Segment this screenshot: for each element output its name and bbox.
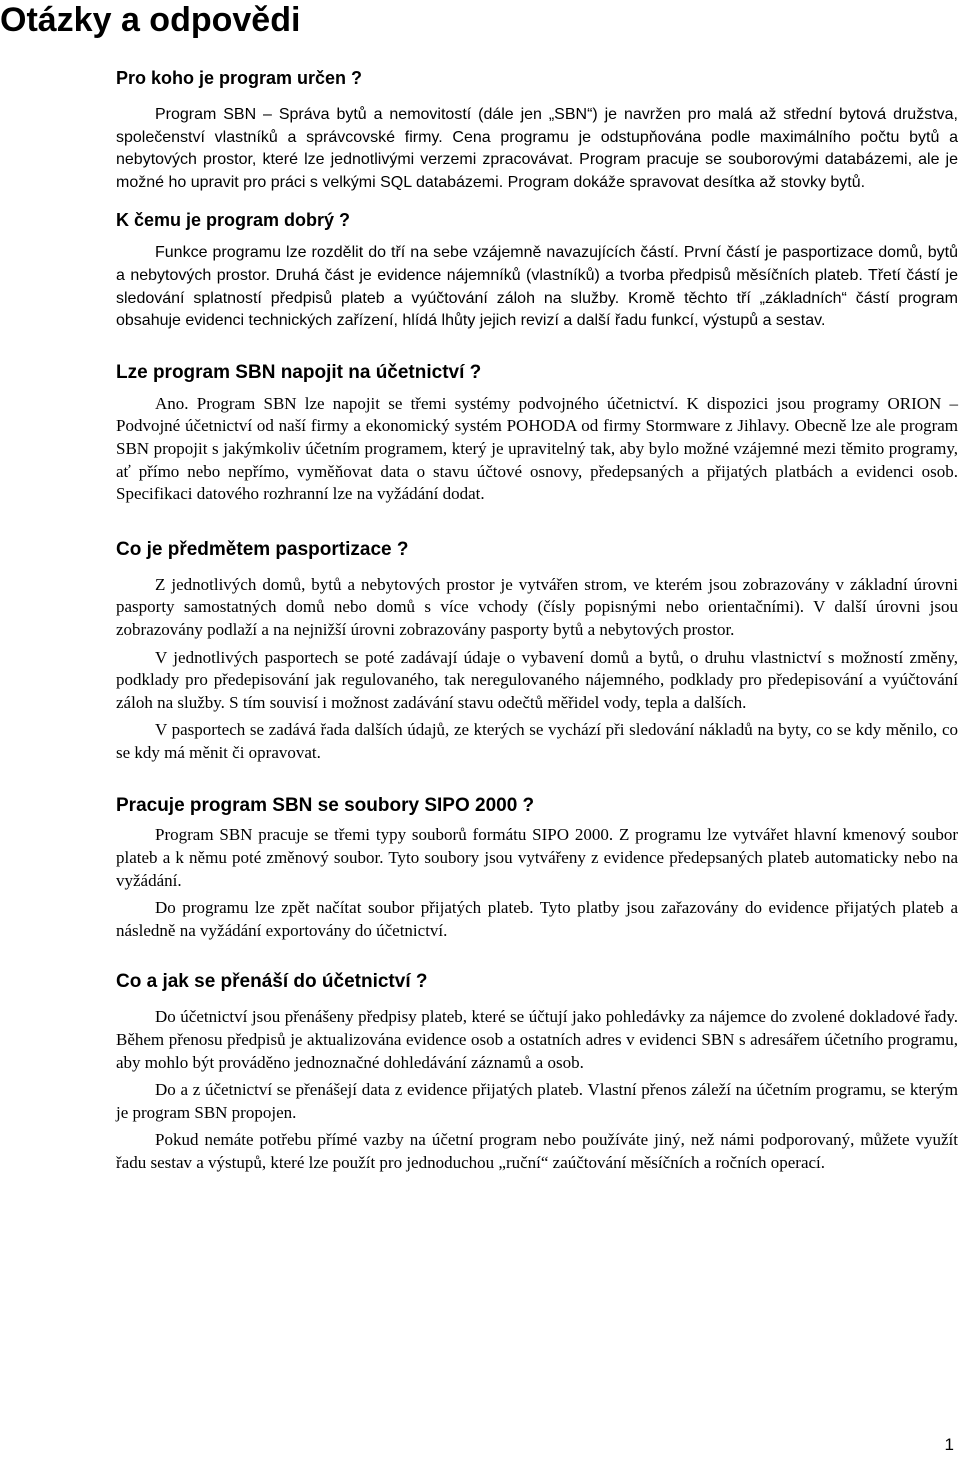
page-number: 1 <box>944 1435 954 1454</box>
faq-content <box>116 66 958 1175</box>
faq-answer-paragraph: Pokud nemáte potřebu přímé vazby na účetní program nebo používáte jiný, než námi podporovaný, můžete využít řadu sestav a výstupů, které lze použít pro jednoduchou „ruční“ zaúčtování měsíčních a ročních operací. <box>116 1130 958 1172</box>
faq-answer-paragraph: V pasportech se zadává řada dalších údajů, ze kterých se vychází při sledování nákladů na byty, co se kdy měnilo, co se kdy má měnit či opravovat. <box>116 720 958 762</box>
faq-answer-paragraph: Program SBN pracuje se třemi typy souborů formátu SIPO 2000. Z programu lze vytvářet hlavní kmenový soubor plateb a k němu poté změnový soubor. Tyto soubory jsou vytvářeny z evidence předepsaných plateb automaticky nebo na vyžádání. <box>116 825 958 890</box>
faq-question: K čemu je program dobrý ? <box>116 210 351 231</box>
faq-section-accounting-link <box>116 361 958 506</box>
faq-question: Pracuje program SBN se soubory SIPO 2000 ? <box>116 795 535 817</box>
faq-section-accounting-transfer <box>116 970 958 1174</box>
faq-answer-paragraph: Program SBN – Správa bytů a nemovitostí (dále jen „SBN“) je navržen pro malá až střední bytová družstva, společenství vlastníků a správcovské firmy. Cena programu je odstupňována podle maximálního počtu bytů a nebytových prostor, které lze jednotlivými verzemi zpracovávat. Program pracuje se souborovými databázemi, ale je možné ho upravit pro práci s velkými SQL databázemi. Program dokáže spravovat desítka až stovky bytů. <box>116 106 958 191</box>
faq-question: Pro koho je program určen ? <box>116 68 363 88</box>
faq-answer-paragraph: Ano. Program SBN lze napojit se třemi systémy podvojného účetnictví. K dispozici jsou programy ORION – Podvojné účetnictví od naší firmy a ekonomický systém POHODA od firmy Stormware z Jihlavy. Obecně lze ale program SBN propojit s jakýmkoliv účetním programem, který je upravitelný tak, aby bylo možné vzájemné mezi těmito programy, ať přímo nebo nepřímo, vyměňovat data o stavu účtové osnovy, předepsaných a přijatých platbách a evidenci osob. Specifikaci datového rozhranní lze na vyžádání dodat. <box>116 393 958 504</box>
faq-question: Co je předmětem pasportizace ? <box>116 538 409 560</box>
faq-question: Lze program SBN napojit na účetnictví ? <box>116 361 482 383</box>
faq-section-sipo <box>116 794 958 942</box>
faq-section-passportization <box>116 538 958 765</box>
faq-answer-paragraph: Z jednotlivých domů, bytů a nebytových prostor je vytvářen strom, ve kterém jsou zobrazovány v základní úrovni pasporty samostatných domů nebo domů s více vchody (čísly popisnými nebo orientačními). V další úrovni jsou zobrazovány podlaží a na nejnižší úrovni zobrazovány pasporty bytů a nebytových prostor. <box>116 574 958 639</box>
faq-section-purpose <box>116 208 958 332</box>
faq-answer-paragraph: V jednotlivých pasportech se poté zadávají údaje o vybavení domů a bytů, o druhu vlastnictví s možností změny, podklady pro předepisování jak regulovaného, tak neregulovaného nájemného, podklady pro předepisování a vyúčtování záloh na služby. S tím souvisí i možnost zadávání stavu odečtů měřidel vody, tepla a dalších. <box>116 647 958 712</box>
faq-section-target-users <box>116 66 958 194</box>
faq-question: Co a jak se přenáší do účetnictví ? <box>116 971 428 993</box>
faq-answer-paragraph: Do programu lze zpět načítat soubor přijatých plateb. Tyto platby jsou zařazovány do evidence přijatých plateb a následně na vyžádání exportovány do účetnictví. <box>116 898 958 940</box>
page-title: Otázky a odpovědi <box>0 1 301 39</box>
faq-answer-paragraph: Do a z účetnictví se přenášejí data z evidence přijatých plateb. Vlastní přenos záleží na účetním programu, se kterým je program SBN propojen. <box>116 1080 958 1122</box>
faq-answer-paragraph: Funkce programu lze rozdělit do tří na sebe vzájemně navazujících částí. První částí je pasportizace domů, bytů a nebytových prostor. Druhá část je evidence nájemníků (vlastníků) a tvorba předpisů měsíčních plateb. Třetí částí je sledování splatností předpisů plateb a vyúčtování záloh na služby. Kromě těchto tří „základních“ částí program obsahuje evidenci technických zařízení, hlídá lhůty jejich revizí a další řadu funkcí, výstupů a sestav. <box>116 244 958 330</box>
faq-answer-paragraph: Do účetnictví jsou přenášeny předpisy plateb, které se účtují jako pohledávky za nájemce do zvolené dokladové řady. Během přenosu předpisů je aktualizována evidence osob a ostatních adres v evidenci SBN s adresářem účetního programu, aby mohlo být prováděno jednoznačné dohledávání záznamů a osob. <box>116 1007 958 1072</box>
